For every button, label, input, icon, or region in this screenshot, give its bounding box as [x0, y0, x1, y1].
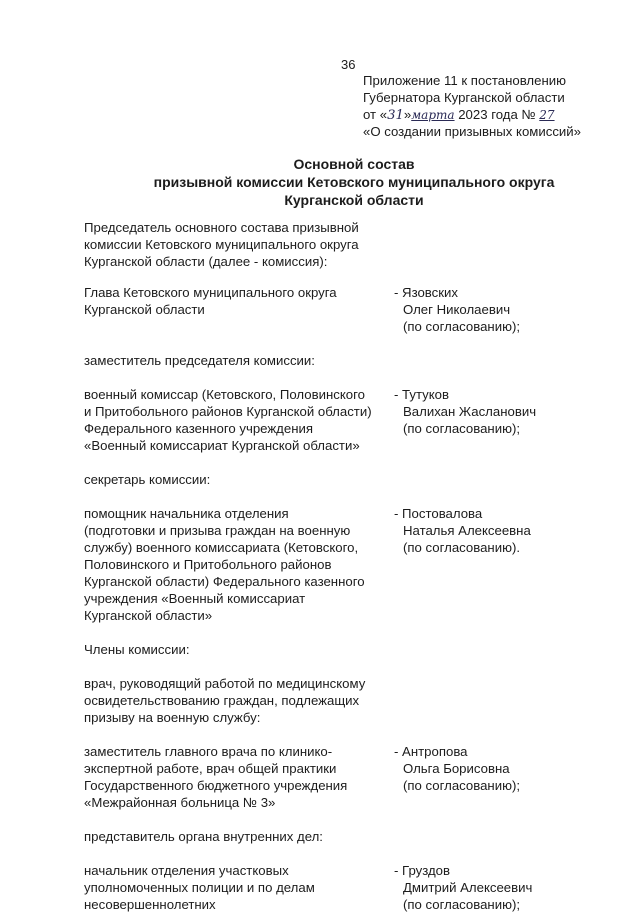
- member-position: [84, 284, 394, 335]
- position-line: Курганской области»: [84, 608, 213, 623]
- intro-line: Председатель основного состава призывной: [84, 220, 359, 235]
- position-line: и Притобольного районов Курганской области): [84, 404, 372, 419]
- person-line: Олег Николаевич: [403, 302, 511, 317]
- commission-members: [84, 219, 624, 913]
- position-line: помощник начальника отделения: [84, 506, 289, 521]
- person-line: - Груздов: [394, 863, 451, 878]
- appendix-year: 2023 года №: [454, 107, 540, 122]
- section-line: освидетельствованию граждан, подлежащих: [84, 693, 360, 708]
- member-person: [394, 284, 624, 335]
- page-number: 36: [341, 57, 356, 72]
- handwritten-number: 27: [539, 108, 555, 122]
- person-line: - Антропова: [394, 744, 468, 759]
- member-person: [394, 386, 624, 454]
- person-line: - Язовских: [394, 285, 458, 300]
- position-line: «Военный комиссариат Курганской области»: [84, 438, 360, 453]
- appendix-block: [363, 72, 633, 140]
- section-line: врач, руководящий работой по медицинскому: [84, 676, 366, 691]
- appendix-line-2: Губернатора Курганской области: [363, 90, 565, 105]
- person-line: Ольга Борисовна: [403, 761, 510, 776]
- intro-line: Курганской области (далее - комиссия):: [84, 254, 328, 269]
- section-label: Члены комиссии:: [84, 642, 190, 657]
- position-line: заместитель главного врача по клинико-: [84, 744, 333, 759]
- document-title: [0, 155, 640, 209]
- section-label: секретарь комиссии:: [84, 472, 211, 487]
- person-line: - Тутуков: [394, 387, 450, 402]
- title-line-2: призывной комиссии Кетовского муниципального округа: [153, 174, 555, 190]
- position-line: Глава Кетовского муниципального округа: [84, 285, 337, 300]
- person-line: (по согласованию);: [403, 421, 521, 436]
- member-entry-doctor: [84, 743, 624, 811]
- position-line: Половинского и Притобольного районов: [84, 557, 332, 572]
- appendix-from-prefix: от «: [363, 107, 388, 122]
- member-entry-police: [84, 862, 624, 913]
- handwritten-month: марта: [411, 108, 455, 122]
- position-line: (подготовки и призыва граждан на военную: [84, 523, 351, 538]
- handwritten-day: 31: [387, 108, 404, 123]
- position-line: уполномоченных полиции и по делам: [84, 880, 315, 895]
- section-label-doctor: [84, 675, 404, 726]
- position-line: Курганской области) Федерального казенного: [84, 574, 365, 589]
- member-position: [84, 862, 394, 913]
- person-line: - Постовалова: [394, 506, 483, 521]
- position-line: Государственного бюджетного учреждения: [84, 778, 348, 793]
- title-line-1: Основной состав: [293, 156, 415, 172]
- member-entry-deputy: [84, 386, 624, 454]
- position-line: Федерального казенного учреждения: [84, 421, 313, 436]
- person-line: Наталья Алексеевна: [403, 523, 531, 538]
- title-line-3: Курганской области: [284, 192, 424, 208]
- member-entry-chairman: [84, 284, 624, 335]
- member-person: [394, 743, 624, 811]
- appendix-line-1: Приложение 11 к постановлению: [363, 73, 566, 88]
- position-line: военный комиссар (Кетовского, Половинского: [84, 387, 365, 402]
- chairman-intro: [84, 219, 404, 270]
- position-line: учреждения «Военный комиссариат: [84, 591, 306, 606]
- member-position: [84, 743, 394, 811]
- appendix-quote-close: »: [403, 107, 412, 122]
- person-line: (по согласованию);: [403, 897, 521, 912]
- appendix-line-4: «О создании призывных комиссий»: [363, 124, 581, 139]
- position-line: службу) военного комиссариата (Кетовского,: [84, 540, 359, 555]
- person-line: (по согласованию).: [403, 540, 521, 555]
- person-line: (по согласованию);: [403, 319, 521, 334]
- member-position: [84, 386, 394, 454]
- section-label: заместитель председателя комиссии:: [84, 353, 315, 368]
- section-line: призыву на военную службу:: [84, 710, 261, 725]
- person-line: Валихан Жасланович: [403, 404, 537, 419]
- position-line: несовершеннолетних: [84, 897, 216, 912]
- position-line: Курганской области: [84, 302, 205, 317]
- member-position: [84, 505, 394, 624]
- person-line: (по согласованию);: [403, 778, 521, 793]
- position-line: экспертной работе, врач общей практики: [84, 761, 337, 776]
- intro-line: комиссии Кетовского муниципального округа: [84, 237, 359, 252]
- member-person: [394, 862, 624, 913]
- section-label: представитель органа внутренних дел:: [84, 829, 323, 844]
- appendix-line-3: [363, 106, 633, 123]
- position-line: начальник отделения участковых: [84, 863, 289, 878]
- person-line: Дмитрий Алексеевич: [403, 880, 533, 895]
- member-person: [394, 505, 624, 624]
- member-entry-secretary: [84, 505, 624, 624]
- position-line: «Межрайонная больница № 3»: [84, 795, 276, 810]
